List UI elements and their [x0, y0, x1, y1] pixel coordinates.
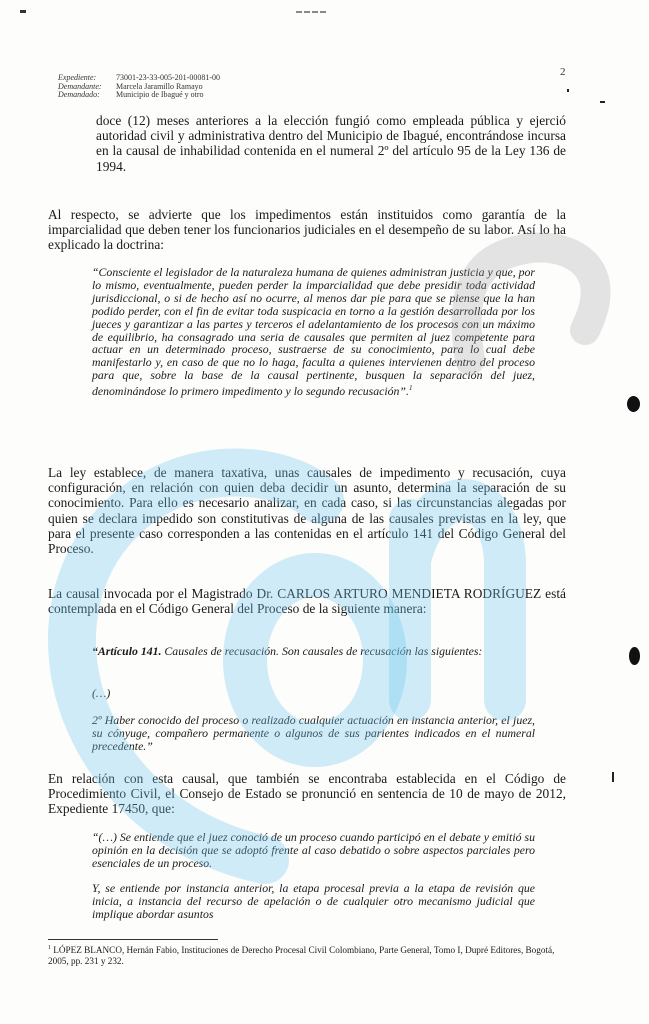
scan-mark: [600, 101, 605, 103]
article-title: “Artículo 141.: [92, 644, 162, 658]
binder-hole: [627, 396, 640, 412]
footnote-ref: 1: [408, 384, 413, 393]
case-header: [58, 74, 220, 100]
block-quote: 2º Haber conocido del proceso o realizado cualquier actuación en instancia anterior, el juez, su cónyuge, compañero permanente o algunos de sus parientes indicados en el numeral precedente.”: [92, 713, 535, 753]
paragraph: En relación con esta causal, que también se encontraba establecida en el Código de Procedimiento Civil, el Consejo de Estado se pronunció en sentencia de 10 de mayo de 2012, Expediente 17450, que:: [48, 771, 566, 817]
quote-ellipsis: (…): [92, 686, 111, 700]
paragraph: La causal invocada por el Magistrado Dr. CARLOS ARTURO MENDIETA RODRÍGUEZ está contemplada en el Código General del Proceso de la siguiente manera:: [48, 586, 566, 617]
scan-mark: [567, 89, 569, 92]
footnote: $^1$ LÓPEZ BLANCO, Hernán Fabio, Instituciones de Derecho Procesal Civil Colombiano, Parte General, Tomo I, Dupré Editores, Bogotá, 2005, pp. 231 y 232.: [48, 945, 555, 966]
scan-mark: [296, 11, 326, 15]
block-quote: “Artículo 141. Causales de recusación. Son causales de recusación las siguientes:: [92, 644, 483, 658]
block-quote: Y, se entiende por instancia anterior, la etapa procesal previa a la etapa de revisión que inicia, a instancia del recurso de apelación o de cualquier otro mecanismo judicial que implique abordar asuntos: [92, 881, 535, 921]
binder-hole: [629, 647, 640, 665]
paragraph: doce (12) meses anteriores a la elección fungió como empleada pública y ejerció autoridad civil y administrativa dentro del Municipio de Ibagué, encontrándose incursa en la causal de inhabilidad contenida en el numeral 2º del artículo 95 de la Ley 136 de 1994.: [96, 113, 566, 174]
paragraph: La ley establece, de manera taxativa, unas causales de impedimento y recusación, cuya configuración, en relación con quien deba decidir un asunto, determina la separación de su conocimiento. Para ello es necesario analizar, en cada caso, si las circunstancias alegadas por quien se declara impedido son constitutivas de alguna de las causales previstas en la ley, que para el presente caso corresponden a las contenidas en el artículo 141 del Código General del Proceso.: [48, 465, 566, 557]
block-quote: “Consciente el legislador de la naturaleza humana de quienes administran justicia y que, por lo mismo, eventualmente, pueden perder la imparcialidad que debe presidir toda actividad jurisdiccional, o si de hecho así no ocurre, al menos dar pie para que se piense que la han podido perder, con el fin de evitar toda suspicacia en torno a la gestión desarrollada por los jueces y garantizar a las partes y terceros el adelantamiento de los procesos con un máximo de equilibrio, ha consagrado una seria de causales que permiten al juez competente para actuar en un determinado proceso, sustraerse de su conocimiento, para lo cual debe manifestarlo y, en caso de que no lo haga, faculta a quienes intervienen dentro del proceso para que, sobre la base de la causal pertinente, busquen la separación del juez, denominándose lo primero impedimento y lo segundo recusación”.$^1$: [92, 265, 535, 399]
scan-mark: [612, 772, 614, 782]
paragraph: Al respecto, se advierte que los impedimentos están instituidos como garantía de la imparcialidad que deben tener los funcionarios judiciales en el desempeño de su labor. Así lo ha explicado la doctrina:: [48, 207, 566, 253]
header-row: Expediente: 73001-23-33-005-201-00081-00: [58, 73, 220, 82]
scan-mark: [20, 10, 26, 13]
header-row: Demandante: Marcela Jaramillo Ramayo: [58, 81, 203, 91]
page-number: 2: [560, 66, 566, 78]
block-quote: “(…) Se entiende que el juez conoció de un proceso cuando participó en el debate y emitió su opinión en la decisión que se adoptó frente al caso debatido o sobre aspectos parciales pero esenciales de un proceso.: [92, 830, 535, 870]
header-row: Demandado: Municipio de Ibagué y otro: [58, 90, 204, 99]
footnote-rule: [48, 939, 218, 940]
